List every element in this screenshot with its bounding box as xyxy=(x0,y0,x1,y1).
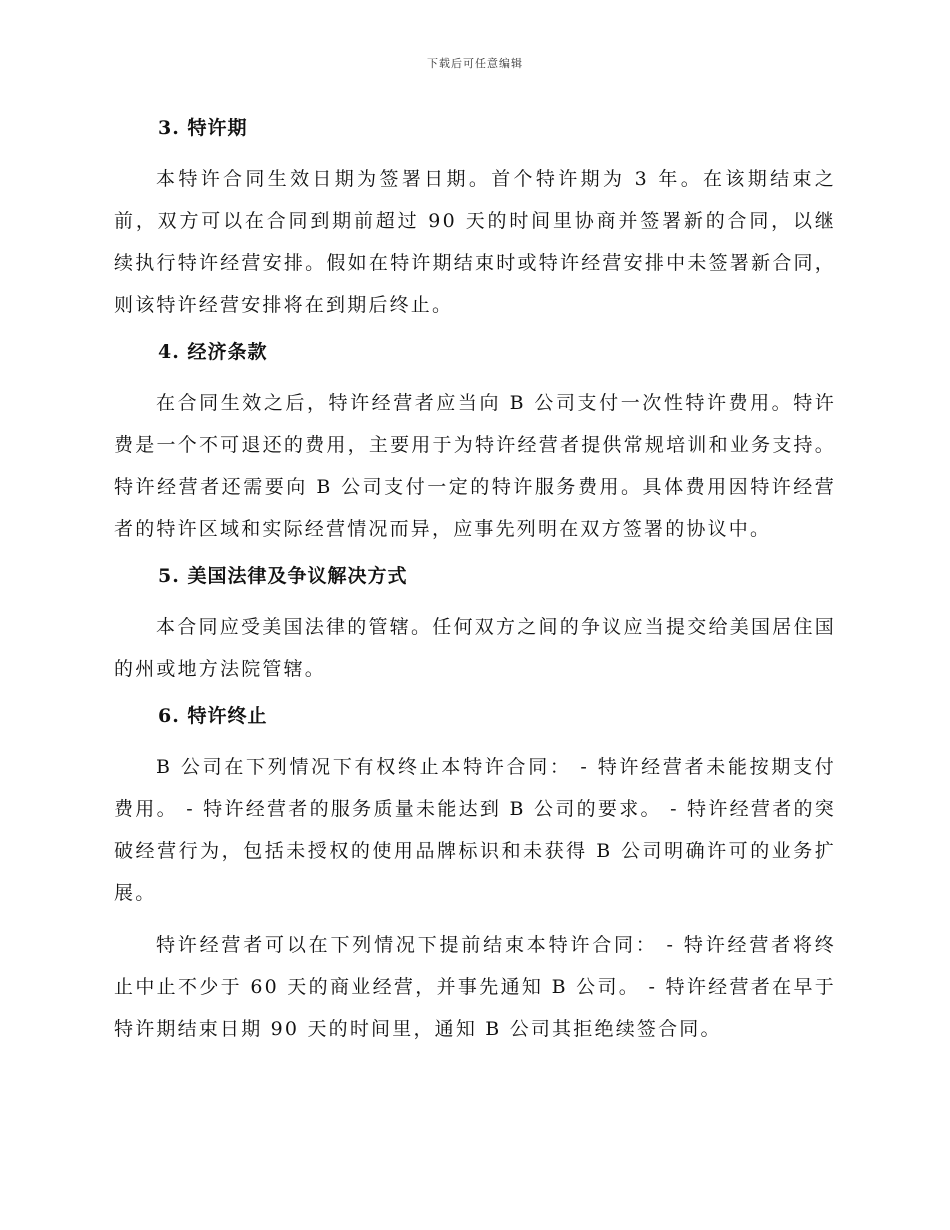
section-title: 6. 特许终止 xyxy=(158,705,268,727)
paragraph: 本特许合同生效日期为签署日期。首个特许期为 3 年。在该期结束之前，双方可以在合同到期前超过 90 天的时间里协商并签署新的合同，以继续执行特许经营安排。假如在特许期结束时或特许经营安排中未签署新合同，则该特许经营安排将在到期后终止。 xyxy=(114,168,836,316)
section-title: 4. 经济条款 xyxy=(158,341,268,363)
section-6 xyxy=(114,700,836,1050)
document-body xyxy=(114,112,836,1060)
section-title: 5. 美国法律及争议解决方式 xyxy=(158,565,408,587)
paragraph: B 公司在下列情况下有权终止本特许合同： - 特许经营者未能按期支付费用。 - 特许经营者的服务质量未能达到 B 公司的要求。 - 特许经营者的突破经营行为，包括未授权的使用品牌标识和未获得 B 公司明确许可的业务扩展。 xyxy=(114,756,836,904)
paragraph: 在合同生效之后，特许经营者应当向 B 公司支付一次性特许费用。特许费是一个不可退还的费用，主要用于为特许经营者提供常规培训和业务支持。 特许经营者还需要向 B 公司支付一定的特许服务费用。具体费用因特许经营者的特许区域和实际经营情况而异，应事先列明在双方签署的协议中。 xyxy=(114,392,836,540)
section-5 xyxy=(114,560,836,690)
paragraph: 特许经营者可以在下列情况下提前结束本特许合同： - 特许经营者将终止中止不少于 60 天的商业经营，并事先通知 B 公司。 - 特许经营者在早于特许期结束日期 90 天的时间里，通知 B 公司其拒绝续签合同。 xyxy=(114,934,836,1040)
header-note: 下载后可任意编辑 xyxy=(427,57,523,70)
section-4 xyxy=(114,336,836,550)
paragraph: 本合同应受美国法律的管辖。任何双方之间的争议应当提交给美国居住国的州或地方法院管辖。 xyxy=(114,616,836,680)
section-title: 3. 特许期 xyxy=(158,117,248,139)
section-3 xyxy=(114,112,836,326)
